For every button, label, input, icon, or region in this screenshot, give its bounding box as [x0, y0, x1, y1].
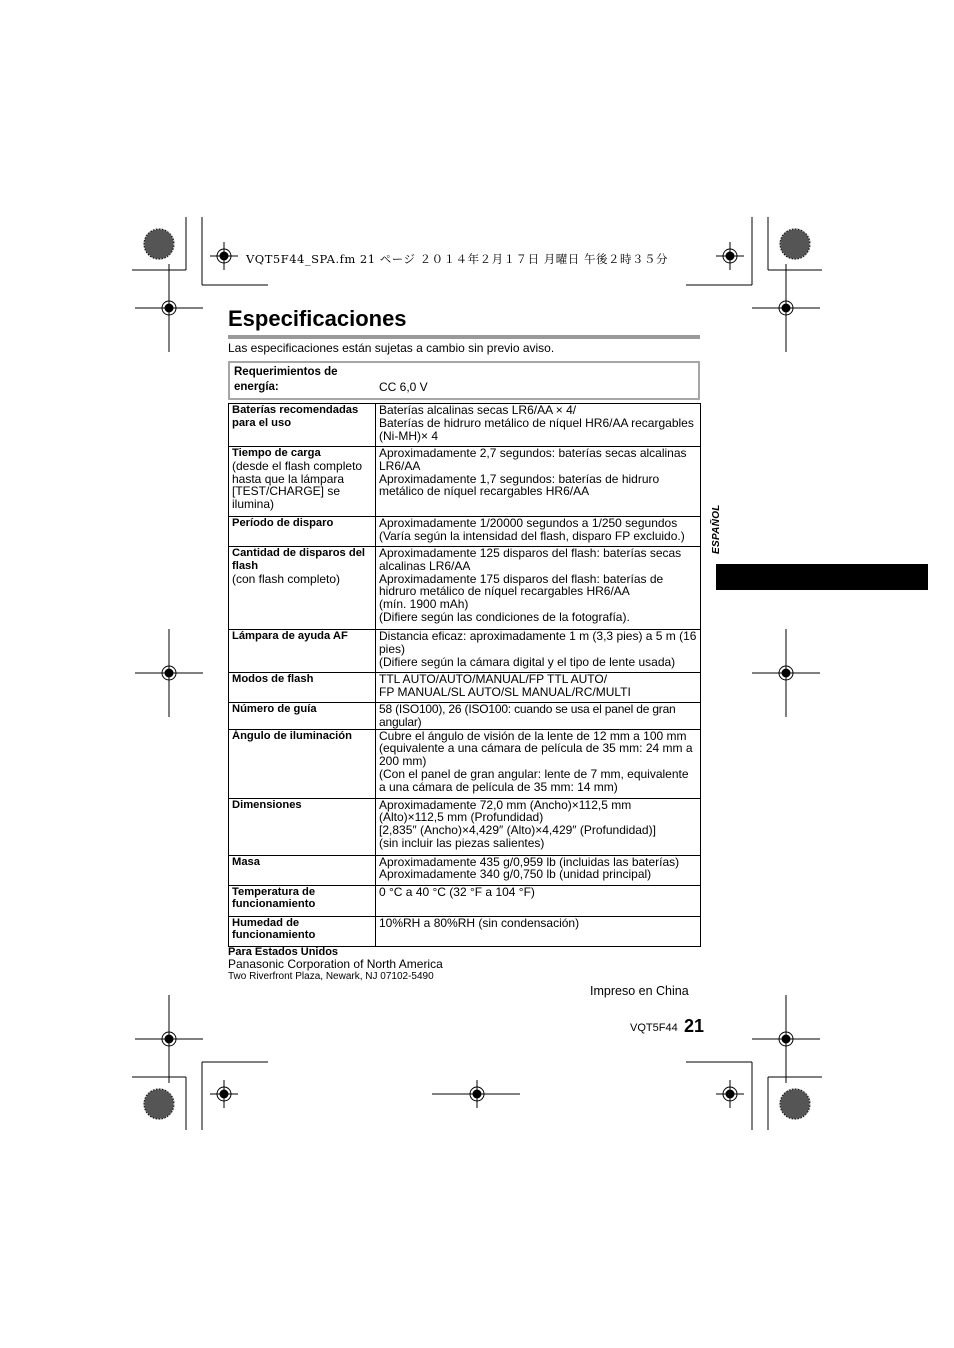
spec-label: Humedad de funcionamiento — [232, 916, 316, 942]
spec-label: Modos de flash — [232, 673, 314, 685]
spec-row — [229, 916, 701, 946]
spec-label-cell — [229, 404, 376, 447]
spec-label-cell — [229, 885, 376, 916]
spec-label: Ángulo de iluminación — [232, 729, 352, 742]
footer-company: Panasonic Corporation of North America — [228, 957, 443, 971]
spec-row — [229, 885, 701, 916]
spec-value: Aproximadamente 2,7 segundos: baterías secas alcalinas LR6/AA Aproximadamente 1,7 segundos: baterías de hidruro metálico de níquel recargables HR6/AA — [376, 447, 701, 517]
spec-label-cell — [229, 855, 376, 885]
page-subtitle: Las especificaciones están sujetas a cambio sin previo aviso. — [228, 341, 555, 355]
spec-label: Período de disparo — [232, 517, 334, 529]
spec-value: Baterías alcalinas secas LR6/AA × 4/ Baterías de hidruro metálico de níquel HR6/AA recargables (Ni-MH)× 4 — [376, 404, 701, 447]
spec-row — [229, 630, 701, 673]
spec-label-cell — [229, 447, 376, 517]
spec-row — [229, 673, 701, 703]
spec-value: TTL AUTO/AUTO/MANUAL/FP TTL AUTO/ FP MANUAL/SL AUTO/SL MANUAL/RC/MULTI — [376, 673, 701, 703]
footer-region: Para Estados Unidos — [228, 946, 339, 958]
spec-value: Aproximadamente 1/20000 segundos a 1/250 segundos (Varía según la intensidad del flash, disparo FP excluido.) — [376, 517, 701, 547]
spec-label: Tiempo de carga — [232, 447, 321, 459]
spec-label-note: (con flash completo) — [232, 571, 341, 586]
spec-value: 10%RH a 80%RH (sin condensación) — [376, 916, 701, 946]
footer-address: Two Riverfront Plaza, Newark, NJ 07102-5490 — [228, 971, 434, 982]
spec-label-cell — [229, 547, 376, 630]
spec-label-cell — [229, 703, 376, 730]
spec-row — [229, 547, 701, 630]
spec-label: Cantidad de disparos del flash — [232, 547, 366, 572]
spec-row — [229, 703, 701, 730]
page-title: Especificaciones — [228, 306, 407, 331]
spec-label-cell — [229, 916, 376, 946]
spec-value: Aproximadamente 125 disparos del flash: baterías secas alcalinas LR6/AA Aproximadamente 175 disparos del flash: baterías de hidruro metálico de níquel recargables HR6/AA (mín. 1900 mAh) (Difiere según las condiciones de la fotografía). — [376, 547, 701, 630]
spec-label-cell — [229, 630, 376, 673]
spec-row — [229, 517, 701, 547]
spec-label: Dimensiones — [232, 798, 302, 811]
spec-value: Aproximadamente 72,0 mm (Ancho)×112,5 mm (Alto)×112,5 mm (Profundidad) [2,835″ (Ancho)×4,429″ (Alto)×4,429″ (Profundidad)] (sin incluir las piezas salientes) — [376, 798, 701, 855]
spec-value: Aproximadamente 435 g/0,959 lb (incluidas las baterías) Aproximadamente 340 g/0,750 lb (unidad principal) — [376, 855, 701, 885]
spec-value: 0 °C a 40 °C (32 °F a 104 °F) — [376, 885, 701, 916]
spec-label-note: (desde el flash completo hasta que la lámpara [TEST/CHARGE] se ilumina) — [232, 458, 363, 512]
language-tab-bar — [716, 564, 928, 590]
spec-row — [229, 855, 701, 885]
power-requirements-box — [228, 361, 700, 400]
spec-table — [228, 403, 701, 947]
spec-row — [229, 404, 701, 447]
spec-row — [229, 447, 701, 517]
spec-label-cell — [229, 517, 376, 547]
spec-label-cell — [229, 673, 376, 703]
file-info-header: VQT5F44_SPA.fm 21 ページ ２０１４年２月１７日 月曜日 午後２時３５分 — [246, 252, 668, 266]
spec-value: 58 (ISO100), 26 (ISO100: cuando se usa el panel de gran angular) — [376, 703, 701, 730]
power-label: Requerimientos de energía: — [234, 366, 338, 393]
power-value: CC 6,0 V — [379, 380, 428, 394]
printed-in: Impreso en China — [590, 984, 689, 998]
spec-label: Número de guía — [232, 703, 317, 715]
spec-label-cell — [229, 729, 376, 798]
language-side-label: ESPAÑOL — [711, 504, 722, 554]
spec-label: Baterías recomendadas para el uso — [232, 404, 359, 429]
spec-row — [229, 729, 701, 798]
spec-value: Cubre el ángulo de visión de la lente de 12 mm a 100 mm (equivalente a una cámara de película de 35 mm: 24 mm a 200 mm) (Con el panel de gran angular: lente de 7 mm, equivalente a una cámara de película de 35 mm: 14 mm) — [376, 729, 701, 798]
model-code: VQT5F44 — [630, 1022, 678, 1034]
page-number: 21 — [684, 1016, 705, 1036]
spec-label: Masa — [232, 855, 260, 868]
spec-label: Temperatura de funcionamiento — [232, 885, 316, 911]
spec-value: Distancia eficaz: aproximadamente 1 m (3,3 pies) a 5 m (16 pies) (Difiere según la cámara digital y el tipo de lente usada) — [376, 630, 701, 673]
spec-row — [229, 798, 701, 855]
spec-label-cell — [229, 798, 376, 855]
spec-label: Lámpara de ayuda AF — [232, 630, 348, 642]
title-rule — [228, 335, 700, 339]
